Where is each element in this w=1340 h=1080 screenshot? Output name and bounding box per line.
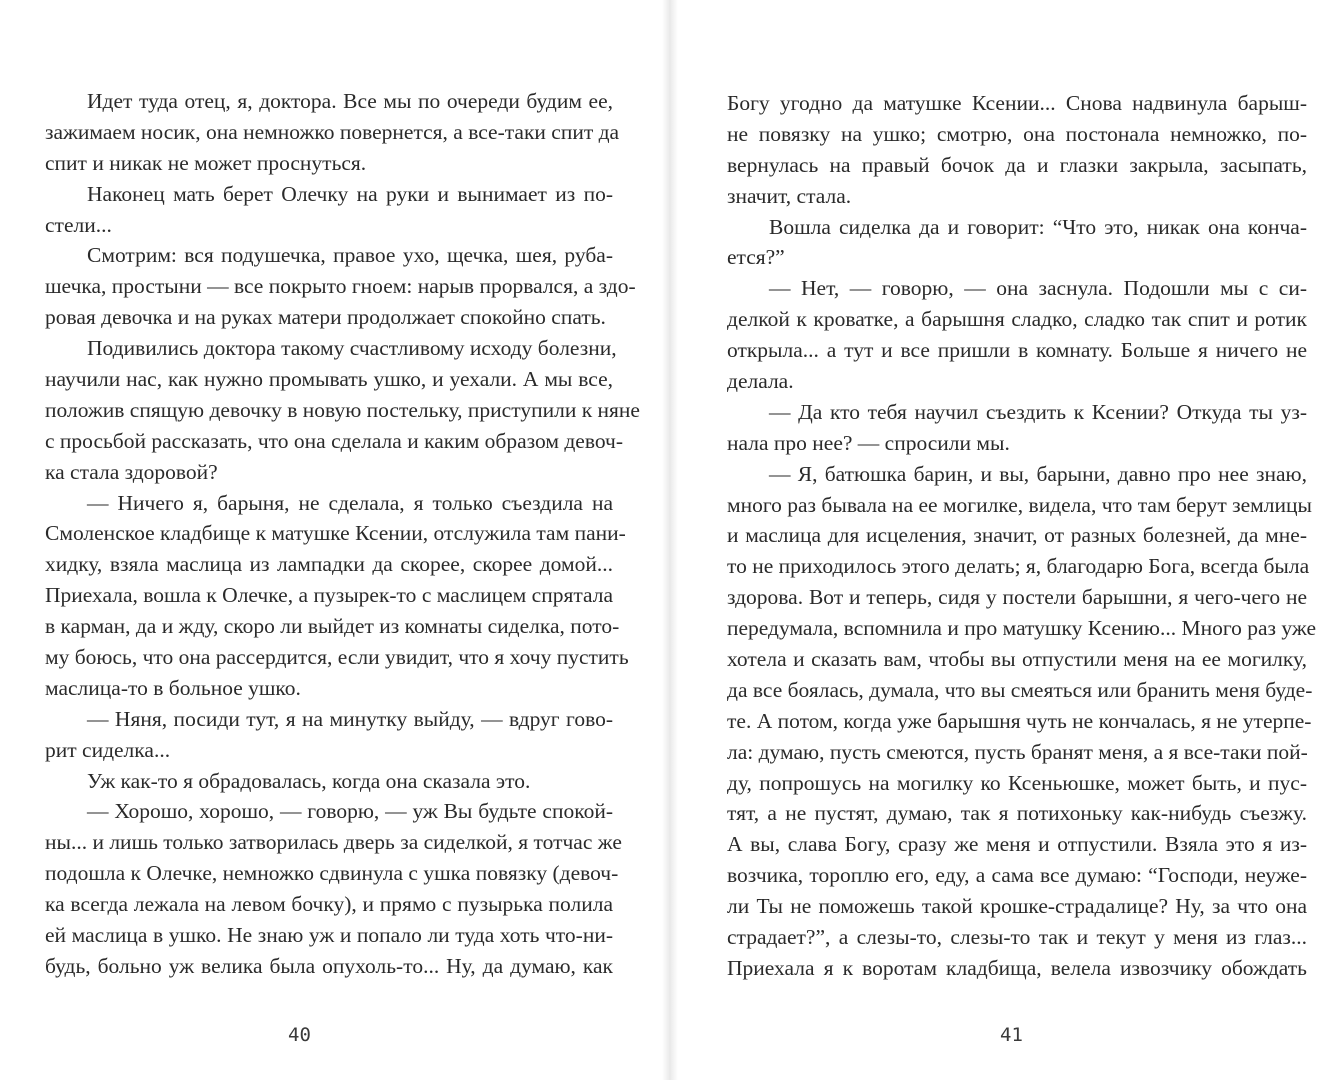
text-line: открыла... а тут и все пришли в комнату. Больше я ничего не: [727, 338, 1307, 363]
text-line: Идет туда отец, я, доктора. Все мы по очереди будим ее,: [87, 89, 613, 113]
text-line: научили нас, как нужно промывать ушко, и уехали. А мы все,: [45, 367, 613, 392]
text-line: с просьбой рассказать, что она сделала и каким образом девоч-: [45, 428, 624, 453]
text-line: те. А потом, когда уже барышня чуть не кончалась, я не утерпе-: [727, 708, 1312, 733]
text-line: ла: думаю, пусть смеются, пусть бранят меня, а я все-таки пой-: [727, 739, 1308, 764]
text-line: много раз бывала на ее могилке, видела, что там берут землицы: [727, 492, 1312, 517]
text-line: — Хорошо, хорошо, — говорю, — уж Вы будьте спокой-: [87, 799, 613, 824]
text-line: маслица-то в больное ушко.: [45, 675, 301, 700]
text-line: ли Ты не поможешь такой крошке-страдалице? Ну, за что она: [727, 894, 1307, 919]
text-line: страдает?”, а слезы-то, слезы-то так и текут у меня из глаз...: [727, 925, 1307, 950]
text-line: тят, а не пустят, думаю, так я потихоньку как-нибудь съезжу.: [727, 801, 1307, 826]
text-line: Богу угодно да матушке Ксении... Снова надвинула барыш-: [727, 91, 1307, 115]
text-line: рит сиделка...: [45, 737, 171, 762]
text-line: — Я, батюшка барин, и вы, барыни, давно про нее знаю,: [769, 461, 1307, 486]
text-line: — Няня, посиди тут, я на минутку выйду, — вдруг гово-: [87, 706, 613, 731]
text-line: здорова. Вот и теперь, сидя у постели барышни, я чего-чего не: [727, 585, 1307, 610]
text-line: делкой к кроватке, а барышня сладко, сладко так спит и ротик: [727, 307, 1307, 332]
text-line: да все боялась, думала, что вы смеяться или бранить меня буде-: [727, 677, 1313, 702]
text-line: хидку, взяла маслица из лампадки да скорее, скорее домой...: [45, 552, 613, 577]
text-line: зажимаем носик, она немножко повернется, а все-таки спит да: [45, 119, 620, 144]
text-line: делала.: [727, 369, 794, 394]
text-line: му боюсь, что она рассердится, если увидит, что я хочу пустить: [45, 645, 629, 670]
text-line: ка всегда лежала на левом бочку), и прямо с пузырька полила: [45, 892, 613, 917]
left-page-text: [45, 86, 640, 982]
text-line: и маслица для исцеления, значит, от разных болезней, да мне-: [727, 523, 1307, 548]
text-line: в карман, да и жду, скоро ли выйдет из комнаты сиделка, пото-: [45, 614, 620, 639]
text-line: ны... и лишь только затворилась дверь за сиделкой, я тотчас же: [45, 830, 622, 855]
text-line: нала про нее? — спросили мы.: [727, 430, 1010, 455]
text-line: Приехала, вошла к Олечке, а пузырек-то с маслицем спрятала: [45, 583, 613, 608]
text-line: — Ничего я, барыня, не сделала, я только съездила на: [87, 490, 613, 515]
text-line: хотела и сказать вам, чтобы вы отпустили меня на ее могилку,: [727, 647, 1307, 672]
text-line: Наконец мать берет Олечку на руки и вынимает из по-: [87, 181, 613, 206]
text-line: будь, больно уж велика была опухоль-то... Ну, да думаю, как: [45, 953, 613, 978]
text-line: ровая девочка и на руках матери продолжает спокойно спать.: [45, 305, 606, 330]
text-line: шечка, простыни — все покрыто гноем: нарыв прорвался, а здо-: [45, 274, 636, 299]
text-line: ей маслица в ушко. Не знаю уж и попало ли туда хоть что-ни-: [45, 923, 613, 948]
text-line: ду, попрошусь на могилку ко Ксеньюшке, может быть, и пус-: [727, 770, 1307, 795]
text-line: — Да кто тебя научил съездить к Ксении? Откуда ты уз-: [769, 399, 1307, 424]
text-line: Смоленское кладбище к матушке Ксении, отслужила там пани-: [45, 521, 626, 546]
right-page-number: 41: [1000, 1024, 1023, 1046]
text-line: Приехала я к воротам кладбища, велела извозчику обождать: [727, 955, 1307, 980]
text-line: А вы, слава Богу, сразу же меня и отпустили. Взяла это я из-: [727, 832, 1307, 857]
text-line: стели...: [45, 212, 112, 237]
text-line: возчика, тороплю его, еду, а сама все думаю: “Господи, неуже-: [727, 863, 1307, 888]
text-line: не повязку на ушко; смотрю, она постонала немножко, по-: [727, 121, 1307, 146]
left-page-number: 40: [288, 1024, 311, 1046]
text-line: — Нет, — говорю, — она заснула. Подошли мы с си-: [769, 276, 1307, 301]
text-line: значит, стала.: [727, 183, 852, 208]
text-line: то не приходилось этого делать; я, благодарю Бога, всегда была: [727, 554, 1310, 579]
text-line: Уж как-то я обрадовалась, когда она сказала это.: [87, 768, 531, 793]
text-line: Смотрим: вся подушечка, правое ухо, щечка, шея, руба-: [87, 243, 613, 268]
text-line: подошла к Олечке, немножко сдвинула с ушка повязку (девоч-: [45, 861, 619, 886]
right-page: [670, 0, 1340, 1080]
text-line: положив спящую девочку в новую постельку, приступили к няне: [45, 397, 640, 422]
text-line: вернулась на правый бочок да и глазки закрыла, засыпать,: [727, 152, 1307, 177]
text-line: передумала, вспомнила и про матушку Ксению... Много раз уже: [727, 616, 1316, 641]
right-page-text: [727, 88, 1316, 984]
text-line: Вошла сиделка да и говорит: “Что это, никак она конча-: [769, 214, 1307, 239]
text-line: ется?”: [727, 245, 785, 270]
text-line: Подивились доктора такому счастливому исходу болезни,: [87, 336, 617, 361]
text-line: спит и никак не может проснуться.: [45, 150, 367, 175]
text-line: ка стала здоровой?: [45, 459, 218, 484]
